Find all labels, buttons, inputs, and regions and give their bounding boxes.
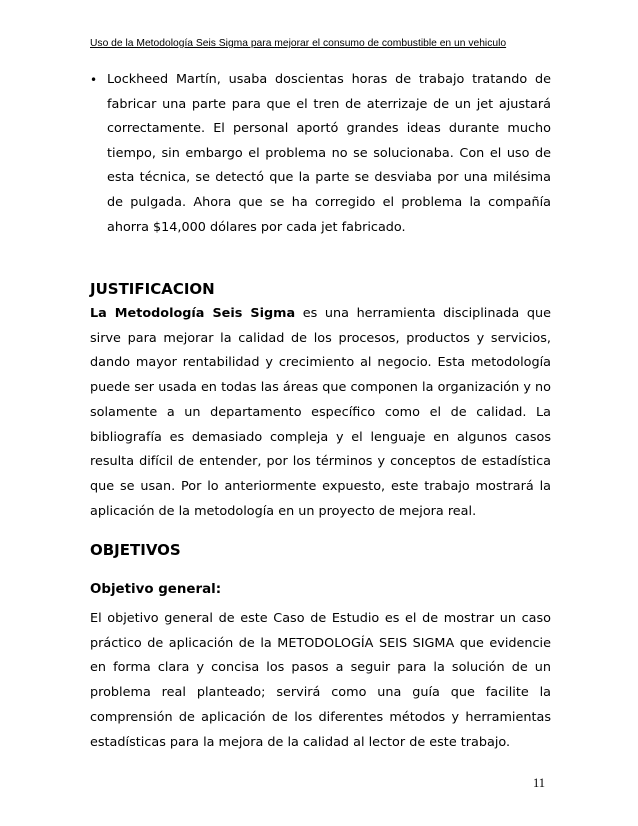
justificacion-body: es una herramienta disciplinada que sirve para mejorar la calidad de los procesos, productos y servicios, dando mayor rentabilidad y crecimiento al negocio. Esta metodología puede ser usada en todas las áreas que componen la organización y no solamente a un departamento específico como el de calidad. La bibliografía es demasiado compleja y el lenguaje en algunos casos resulta difícil de entender, por los términos y conceptos de estadística que se usan. Por lo anteriormente expuesto, este trabajo mostrará la aplicación de la metodología en un proyecto de mejora real.: [90, 306, 552, 519]
justificacion-paragraph: [90, 302, 551, 524]
page-number: 11: [533, 776, 546, 790]
section-heading-justificacion: JUSTIFICACION: [90, 280, 215, 298]
bullet-marker: •: [90, 73, 98, 87]
bullet-text: Lockheed Martín, usaba doscientas horas de trabajo tratando de fabricar una parte para que el tren de aterrizaje de un jet ajustará correctamente. El personal aportó grandes ideas durante mucho tiempo, sin embargo el problema no se solucionaba. Con el uso de esta técnica, se detectó que la parte se desviaba por una milésima de pulgada. Ahora que se ha corregido el problema la compañía ahorra $14,000 dólares por cada jet fabricado.: [107, 72, 551, 235]
justificacion-lead-bold: La Metodología Seis Sigma: [90, 306, 296, 321]
running-header: Uso de la Metodología Seis Sigma para mejorar el consumo de combustible en un vehiculo: [90, 38, 507, 49]
bullet-item: [90, 68, 551, 240]
section-heading-objetivos: OBJETIVOS: [90, 541, 181, 559]
objetivo-general-paragraph: El objetivo general de este Caso de Estudio es el de mostrar un caso práctico de aplicación de la METODOLOGÍA SEIS SIGMA que evidencie en forma clara y concisa los pasos a seguir para la solución de un problema real planteado; servirá como una guía que facilite la comprensión de aplicación de los diferentes métodos y herramientas estadísticas para la mejora de la calidad al lector de este trabajo.: [90, 611, 551, 750]
subheading-objetivo-general: Objetivo general:: [90, 582, 222, 597]
